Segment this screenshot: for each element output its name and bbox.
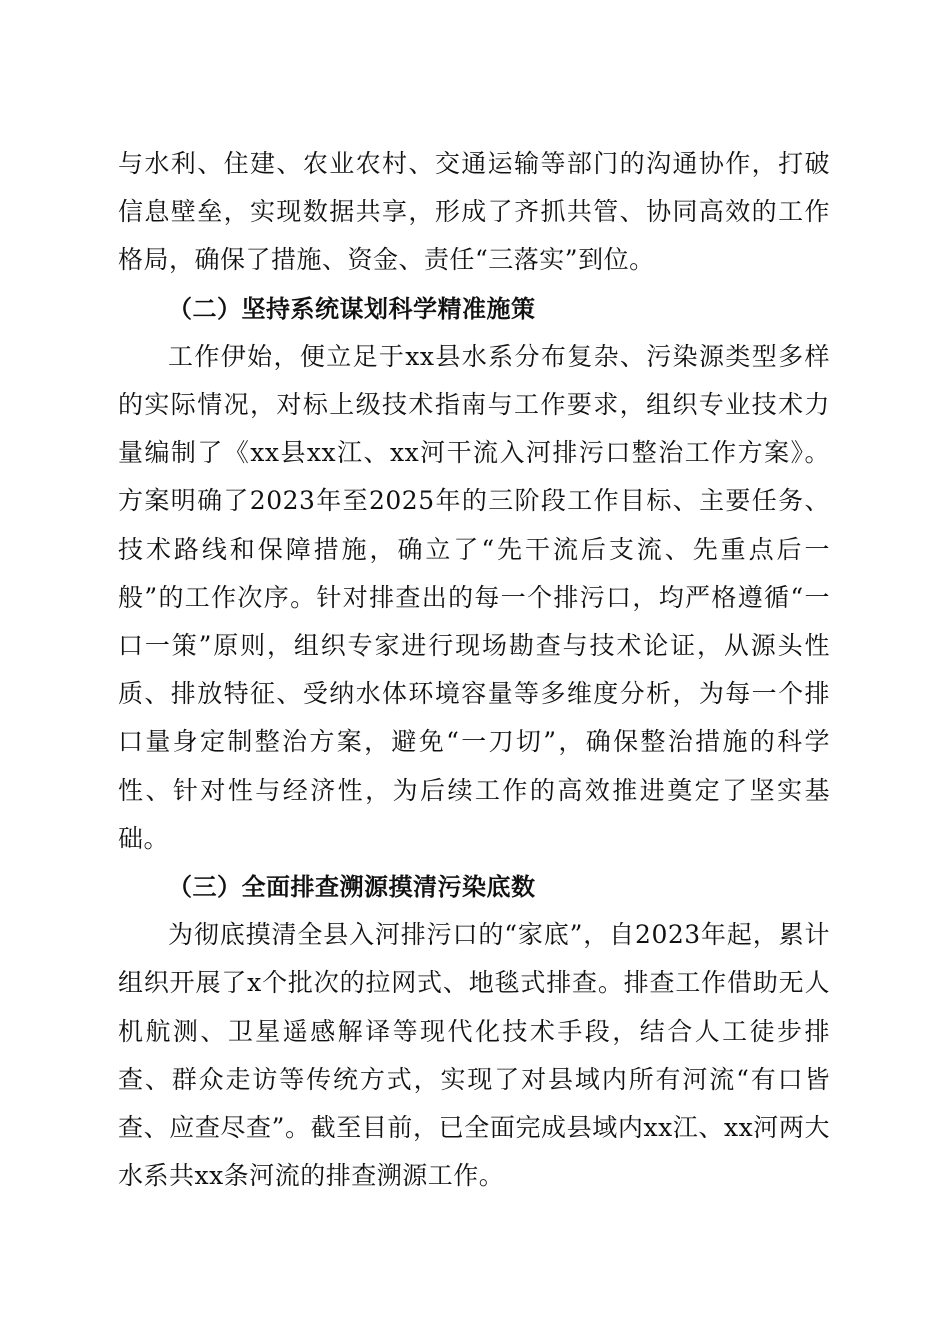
paragraph-investigation: 为彻底摸清全县入河排污口的“家底”，自2023年起，累计组织开展了x个批次的拉网式、地毯式排查。排查工作借助无人机航测、卫星遥感解译等现代化技术手段，结合人工徒步排查、群众走访等传统方式，实现了对县域内所有河流“有口皆查、应查尽查”。截至目前，已全面完成县域内xx江、xx河两大水系共xx条河流的排查溯源工作。: [118, 920, 830, 1191]
section-heading-3: （三）全面排查溯源摸清污染底数: [168, 873, 536, 902]
paragraph-planning: 工作伊始，便立足于xx县水系分布复杂、污染源类型多样的实际情况，对标上级技术指南与工作要求，组织专业技术力量编制了《xx县xx江、xx河干流入河排污口整治工作方案》。方案明确了2023年至2025年的三阶段工作目标、主要任务、技术路线和保障措施，确立了“先干流后支流、先重点后一般”的工作次序。针对排查出的每一个排污口，均严格遵循“一口一策”原则，组织专家进行现场勘查与技术论证，从源头性质、排放特征、受纳水体环境容量等多维度分析，为每一个排口量身定制整治方案，避免“一刀切”，确保整治措施的科学性、针对性与经济性，为后续工作的高效推进奠定了坚实基础。: [118, 341, 830, 853]
section-heading-2: （二）坚持系统谋划科学精准施策: [168, 294, 536, 323]
document-body: [118, 140, 830, 1200]
paragraph-continuation: 与水利、住建、农业农村、交通运输等部门的沟通协作，打破信息壁垒，实现数据共享，形成了齐抓共管、协同高效的工作格局，确保了措施、资金、责任“三落实”到位。: [118, 149, 830, 275]
